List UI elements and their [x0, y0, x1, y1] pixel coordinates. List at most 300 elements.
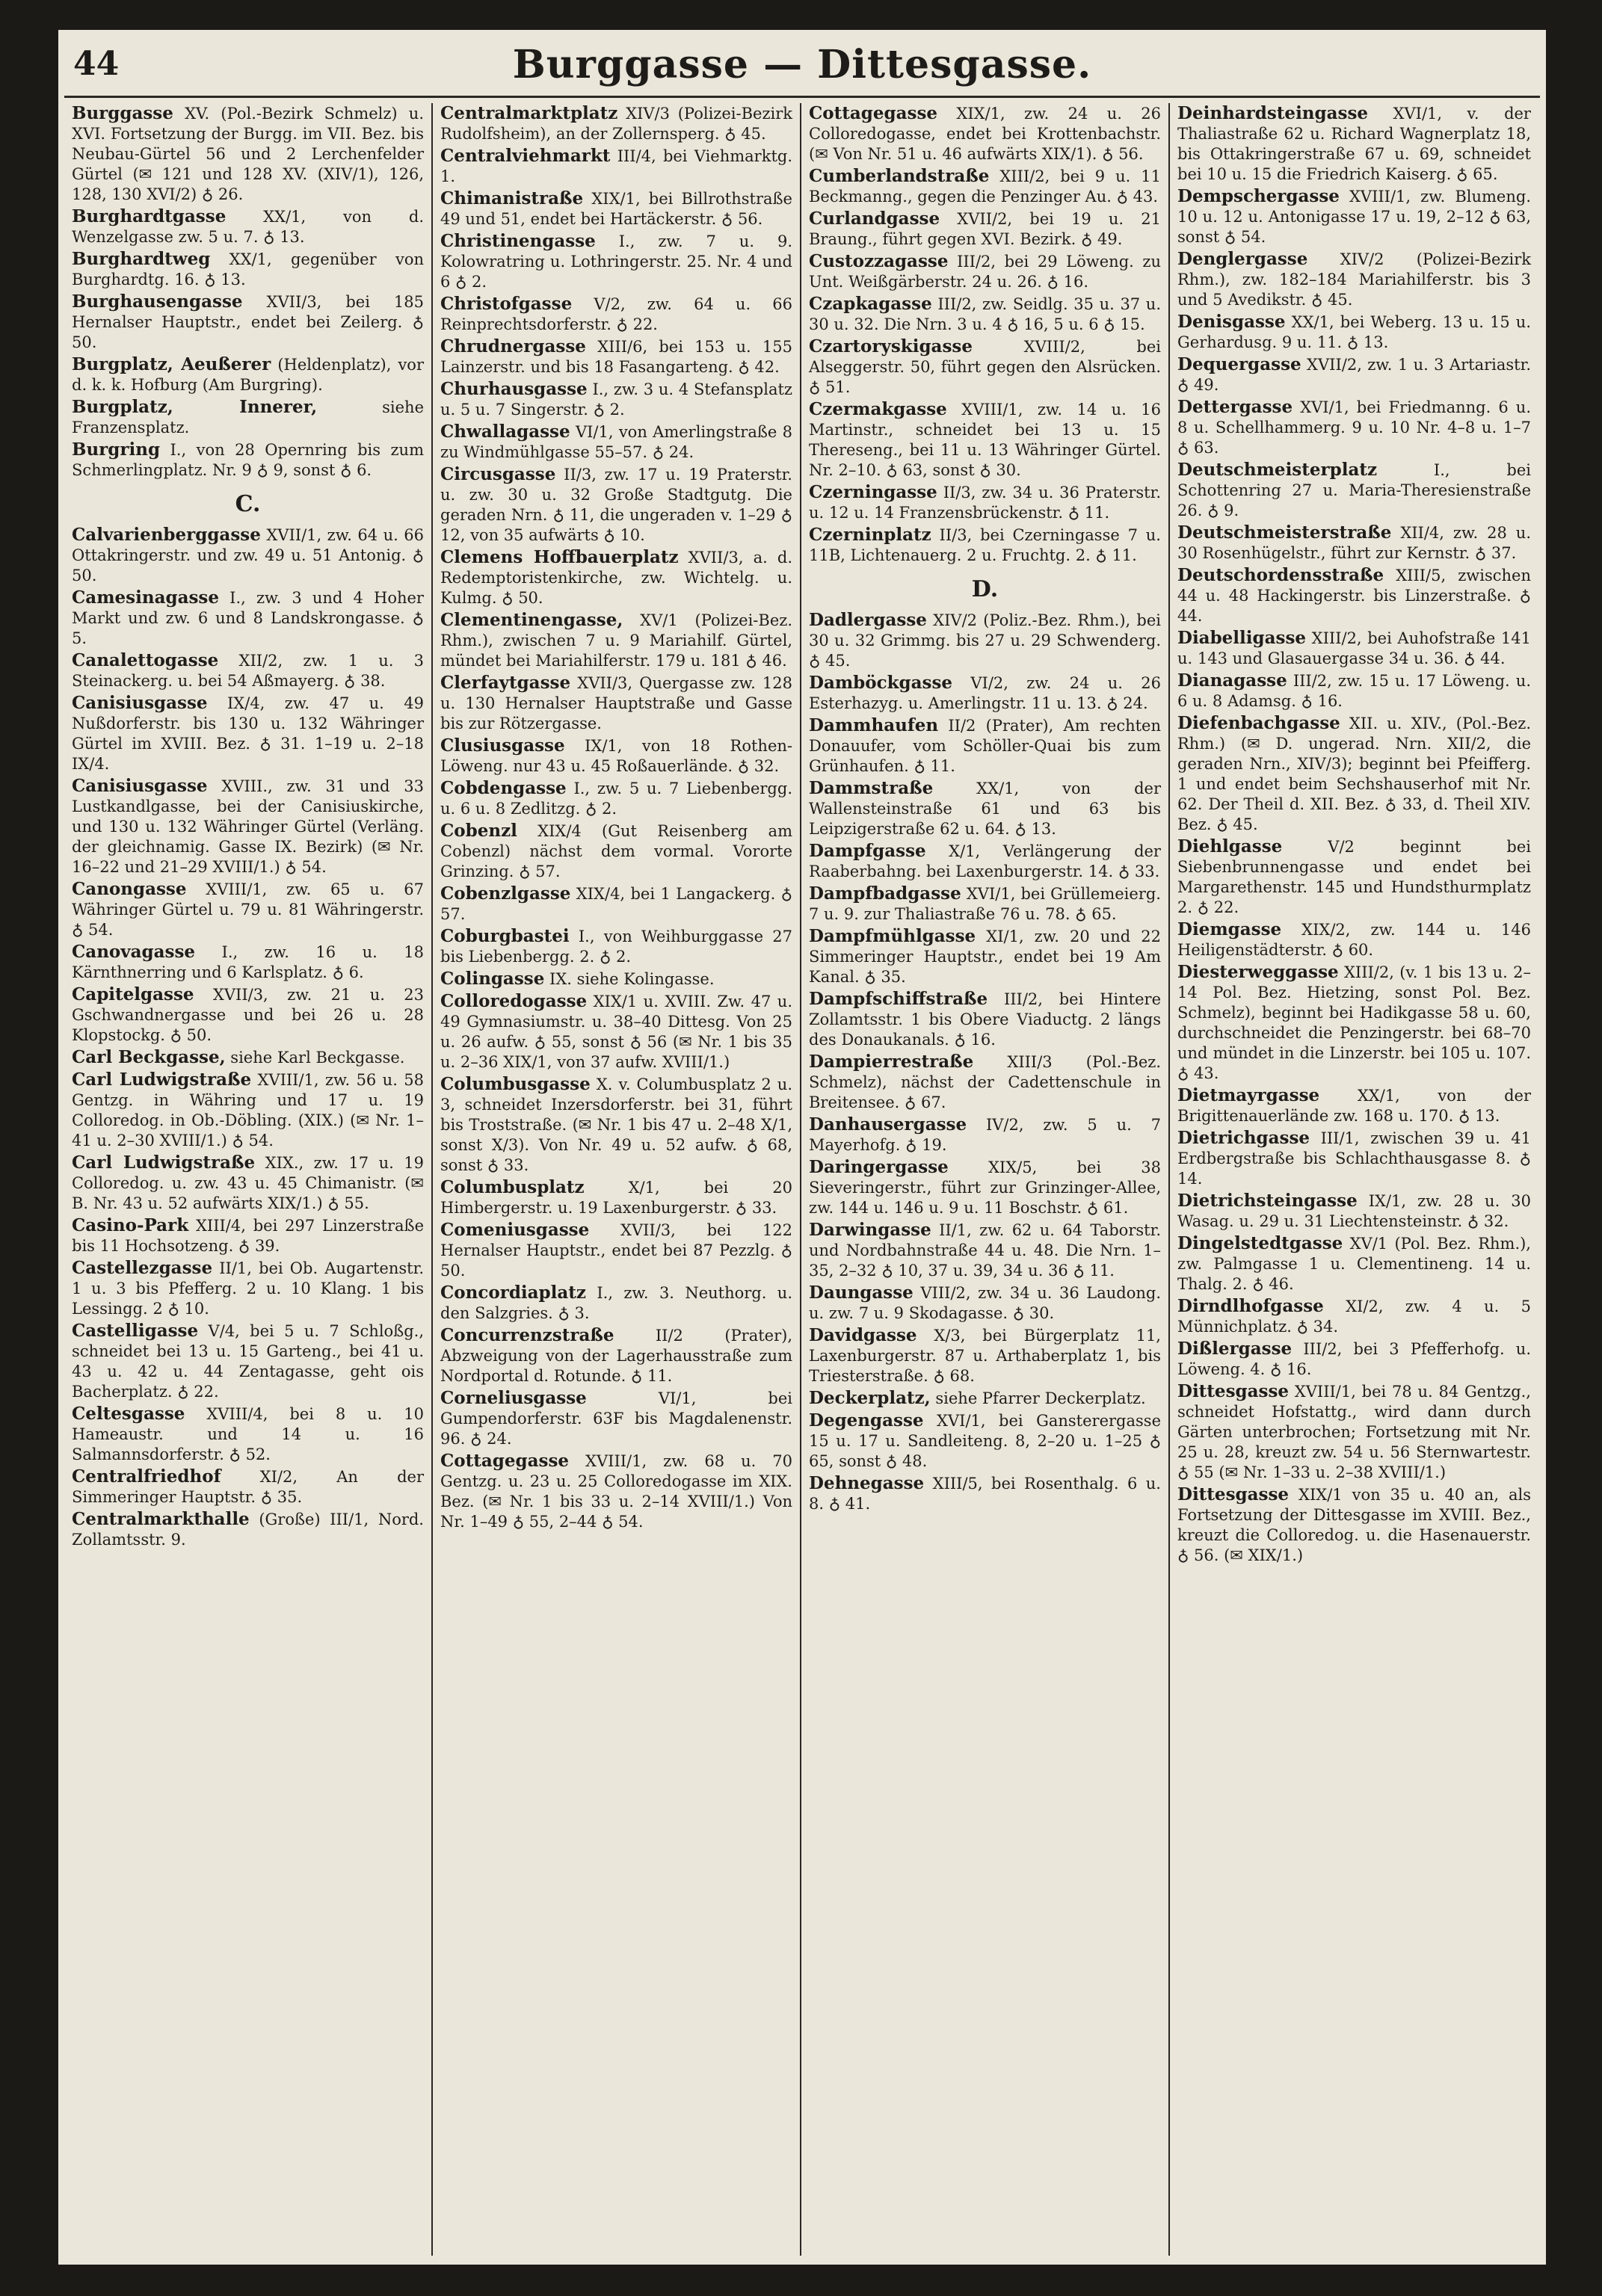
space	[973, 1053, 1007, 1071]
street-name: Capitelgasse	[72, 984, 194, 1004]
street-description: II/3, bei Czerningasse 7 u. 11B, Lichtenauerg. 2 u. Fruchtg. 2. ♁ 11.	[809, 526, 1161, 564]
street-name: Celtesgasse	[72, 1404, 185, 1424]
street-entry	[440, 969, 792, 990]
street-entry	[1177, 628, 1531, 669]
space	[317, 398, 382, 416]
space	[195, 943, 221, 961]
space	[570, 928, 579, 945]
street-name: Diefenbachgasse	[1177, 713, 1340, 733]
street-description: (Große) III/1, Nord. Zollamtsstr. 9.	[72, 1510, 424, 1549]
street-name: Carl Ludwigstraße	[72, 1070, 252, 1090]
street-entry	[1177, 312, 1531, 353]
street-entry	[72, 1258, 424, 1319]
street-description: XIII/3 (Pol.-Bez. Schmelz), nächst der Cadettenschule in Breitensee. ♁ 67.	[809, 1053, 1161, 1111]
street-entry	[72, 587, 424, 649]
street-name: Dammhaufen	[809, 715, 939, 735]
space	[567, 780, 574, 797]
street-entry	[1177, 1085, 1531, 1126]
space	[219, 589, 229, 607]
space	[938, 717, 948, 735]
space	[1301, 356, 1307, 374]
space	[940, 210, 957, 228]
street-entry	[1177, 962, 1531, 1084]
street-name: Burgring	[72, 439, 161, 460]
street-entry	[1177, 1191, 1531, 1232]
street-entry	[72, 1404, 424, 1465]
street-name: Corneliusgasse	[440, 1388, 587, 1408]
street-entry	[72, 1070, 424, 1151]
street-description: XIV/2 (Poliz.-Bez. Rhm.), bei 30 u. 32 Grimmg. bis 27 u. 29 Schwenderg. ♁ 45.	[809, 611, 1161, 670]
street-entry	[809, 251, 1161, 292]
street-name: Denisgasse	[1177, 312, 1286, 332]
street-entry	[1177, 1381, 1531, 1483]
space	[1306, 629, 1312, 647]
street-name: Daringergasse	[809, 1157, 949, 1177]
street-name: Curlandgasse	[809, 209, 940, 229]
street-name: Carl Beckgasse,	[72, 1047, 226, 1067]
street-name: Christofgasse	[440, 294, 573, 314]
street-description: XVII/3, bei 122 Hernalser Hauptstr., endet bei 87 Pezzlg. ♁ 50.	[440, 1221, 792, 1280]
street-description: XI/1, zw. 20 und 22 Simmeringer Hauptstr., endet bei 19 Am Kanal. ♁ 35.	[809, 928, 1161, 986]
street-name: Castellezgasse	[72, 1258, 213, 1278]
street-name: Canongasse	[72, 879, 187, 899]
street-description: V/2 beginnt bei Siebenbrunnengasse und endet bei Margarethenstr. 145 und Hundsthurmplatz 2. ♁ 22.	[1177, 838, 1531, 916]
street-entry	[809, 166, 1161, 207]
street-description: VI/2, zw. 24 u. 26 Esterhazyg. u. Amerlingstr. 11 u. 13. ♁ 24.	[809, 674, 1161, 712]
street-entry	[440, 673, 792, 734]
street-name: Casino-Park	[72, 1215, 189, 1235]
street-description: III/2, bei 3 Pfefferhofg. u. Löweng. 4. ♁ 16.	[1177, 1340, 1531, 1378]
street-description: siehe Karl Beckgasse.	[230, 1049, 405, 1067]
space	[271, 356, 277, 374]
street-entry	[1177, 1296, 1531, 1337]
street-entry	[72, 1047, 424, 1068]
street-description: XVIII/1, zw. 68 u. 70 Gentzg. u. 23 u. 25 Colloredogasse im XIX. Bez. (✉ Nr. 1 bis 33 u. 2–14 XVIII/1.) Von Nr. 1–49 ♁ 55, 2–44 ♁ 54.	[440, 1452, 792, 1531]
street-description: I., zw. 3 und 4 Hoher Markt und zw. 6 und 8 Landskrongasse. ♁ 5.	[72, 589, 424, 647]
street-description: I., zw. 16 u. 18 Kärnthnerring und 6 Karlsplatz. ♁ 6.	[72, 943, 424, 981]
space	[570, 674, 577, 692]
street-name: Dittesgasse	[1177, 1381, 1290, 1401]
street-entry	[1177, 249, 1531, 310]
street-description: IX/4, zw. 47 u. 49 Nußdorferstr. bis 130 u. 132 Währinger Gürtel im XVIII. Bez. ♁ 31. 1–19 u. 2–18 IX/4.	[72, 694, 424, 773]
street-name: Cobenzlgasse	[440, 883, 571, 904]
space	[949, 1158, 988, 1176]
street-entry	[72, 439, 424, 481]
street-name: Centralviehmarkt	[440, 146, 611, 166]
column-2	[433, 103, 801, 2256]
street-entry	[440, 1325, 792, 1386]
header-rule	[64, 96, 1540, 98]
street-entry	[72, 1509, 424, 1550]
street-entry	[809, 1473, 1161, 1514]
street-description: II/2 (Prater), Abzweigung von der Lagerhausstraße zum Nordportal d. Rotunde. ♁ 11.	[440, 1327, 792, 1385]
space	[931, 526, 940, 544]
street-name: Cumberlandstraße	[809, 166, 990, 186]
space	[569, 1452, 585, 1470]
street-description: XVII/3, Quergasse zw. 128 u. 130 Hernalser Hauptstraße und Gasse bis zur Rötzergasse.	[440, 674, 792, 732]
street-description: XX/1, von d. Wenzelgasse zw. 5 u. 7. ♁ 13.	[72, 208, 424, 246]
street-entry	[1177, 1339, 1531, 1380]
street-name: Dietmayrgasse	[1177, 1085, 1320, 1105]
street-name: Dittesgasse	[1177, 1484, 1290, 1505]
space	[589, 1221, 620, 1239]
street-entry	[809, 989, 1161, 1050]
street-entry	[440, 547, 792, 608]
space	[555, 466, 564, 484]
street-name: Centralmarktplatz	[440, 103, 618, 123]
street-description: XV/1 (Polizei-Bez. Rhm.), zwischen 7 u. 9 Mariahilf. Gürtel, mündet bei Mariahilferstr. 179 u. 181 ♁ 46.	[440, 611, 792, 670]
space	[948, 253, 957, 271]
street-description: XVII/3, zw. 21 u. 23 Gschwandnergasse und bei 26 u. 28 Klopstockg. ♁ 50.	[72, 986, 424, 1044]
street-name: Columbusplatz	[440, 1177, 585, 1197]
street-entry	[72, 776, 424, 877]
street-name: Concordiaplatz	[440, 1283, 586, 1303]
street-name: Dempschergasse	[1177, 186, 1340, 206]
street-entry	[1177, 460, 1531, 521]
street-description: III/2, zw. 15 u. 17 Löweng. u. 6 u. 8 Adamsg. ♁ 16.	[1177, 672, 1532, 710]
street-description: (Heldenplatz), vor d. k. k. Hofburg (Am Burgring).	[72, 356, 424, 394]
street-entry	[809, 336, 1161, 398]
space	[1377, 461, 1434, 479]
street-description: III/4, bei Viehmarktg. 1.	[440, 147, 792, 185]
street-description: XVIII/4, bei 8 u. 10 Hameaustr. und 14 u. 16 Salmannsdorferstr. ♁ 52.	[72, 1405, 424, 1463]
street-name: Canisiusgasse	[72, 693, 208, 713]
space	[586, 338, 597, 356]
street-name: Cobenzl	[440, 821, 517, 841]
space	[614, 1327, 655, 1345]
space	[208, 694, 227, 712]
space	[586, 1284, 597, 1302]
street-entry	[1177, 522, 1531, 564]
street-name: Christinengasse	[440, 231, 596, 251]
space	[961, 885, 967, 903]
street-name: Deinhardsteingasse	[1177, 103, 1369, 123]
space	[517, 822, 537, 840]
street-description: XVIII/1, zw. 14 u. 16 Martinstr., schneidet bei 13 u. 15 Thereseng., bei 11 u. 13 Währinger Gürtel. Nr. 2–10. ♁ 63, sonst ♁ 30.	[809, 401, 1161, 479]
street-name: Calvarienberggasse	[72, 525, 261, 545]
street-entry	[809, 610, 1161, 671]
street-description: XI/2, zw. 4 u. 5 Münnichplatz. ♁ 34.	[1177, 1297, 1531, 1336]
street-name: Cobdengasse	[440, 778, 567, 798]
street-name: Deutschmeisterplatz	[1177, 460, 1378, 480]
street-entry	[809, 841, 1161, 882]
space	[1391, 524, 1400, 542]
space	[1339, 963, 1344, 981]
street-entry	[72, 525, 424, 586]
street-name: Castelligasse	[72, 1321, 199, 1341]
street-description: XX/1, bei Weberg. 13 u. 15 u. Gerhardusg. 9 u. 11. ♁ 13.	[1177, 313, 1531, 351]
space	[1289, 1486, 1298, 1504]
space	[914, 1284, 921, 1302]
space	[1281, 921, 1301, 939]
street-name: Dequergasse	[1177, 354, 1301, 374]
street-entry	[440, 294, 792, 335]
street-entry	[440, 1451, 792, 1532]
space	[976, 928, 986, 945]
street-entry	[72, 103, 424, 205]
space	[1307, 250, 1340, 268]
street-description: I., zw. 3 u. 4 Stefansplatz u. 5 u. 7 Singerstr. ♁ 2.	[440, 380, 792, 419]
street-description: XIV/3 (Polizei-Bezirk Rudolfsheim), an der Zollernsperg. ♁ 45.	[440, 105, 792, 143]
street-description: XVIII/1, bei 78 u. 84 Gentzg., schneidet Hofstattg., wird dann durch Gärten unterbrochen; Fortsetzung mit Nr. 25 u. 28, kreuzt zw. 54 u. 56 Sternwartestr. ♁ 55 (✉ Nr. 1–33 u. 2–38 XVIII/1.)	[1177, 1383, 1531, 1481]
street-name: Diesterweggasse	[1177, 962, 1339, 982]
street-description: V/2, zw. 64 u. 66 Reinprechtsdorferstr. ♁ 22.	[440, 295, 792, 333]
street-entry	[440, 231, 792, 292]
street-description: XVII/1, zw. 64 u. 66 Ottakringerstr. und zw. 49 u. 51 Antonig. ♁ 50.	[72, 526, 424, 584]
street-description: XVI/1, v. der Thaliastraße 62 u. Richard Wagnerplatz 18, bis Ottakringerstraße 67 u. 69, schneidet bei 10 u. 15 die Friedrich Kaiserg. ♁ 65.	[1177, 105, 1531, 183]
street-description: II/1, zw. 62 u. 64 Taborstr. und Nordbahnstraße 44 u. 48. Die Nrn. 1–35, 2–32 ♁ 10, 37 u. 39, 34 u. 36 ♁ 11.	[809, 1221, 1161, 1280]
street-description: XVIII/1, zw. 56 u. 58 Gentzg. in Währing und 17 u. 19 Colloredog. in Ob.-Döbling. (XIX.) (✉ Nr. 1–41 u. 2–30 XVIII/1.) ♁ 54.	[72, 1071, 424, 1149]
page-number: 44	[73, 45, 120, 83]
street-name: Deutschordensstraße	[1177, 565, 1384, 585]
street-description: XII/4, zw. 28 u. 30 Rosenhügelstr., führt zur Kernstr. ♁ 37.	[1177, 524, 1531, 562]
street-entry	[440, 883, 792, 925]
street-description: XIX/1 von 35 u. 40 an, als Fortsetzung der Dittesgasse im XVIII. Bez., kreuzt die Colloredog. u. die Hasenauerstr. ♁ 56. (✉ XIX/1.)	[1177, 1486, 1531, 1564]
street-description: XV. (Pol.-Bezirk Schmelz) u. XVI. Fortsetzung der Burgg. im VII. Bez. bis Neubau-Gürtel 56 und 2 Lerchenfelder Gürtel (✉ 121 und 128 XV. (XIV/1), 126, 128, 130 XVI/2) ♁ 26.	[72, 105, 424, 203]
street-description: IX/1, von 18 Rothen-Löweng. nur 43 u. 45 Roßauerlände. ♁ 32.	[440, 737, 792, 775]
space	[623, 611, 640, 629]
street-name: Cottagegasse	[809, 103, 938, 123]
street-name: Cottagegasse	[440, 1451, 570, 1471]
running-title: Burggasse — Dittesgasse.	[512, 42, 1092, 87]
street-name: Dehnegasse	[809, 1473, 925, 1493]
street-description: XVII/3, a. d. Redemptoristenkirche, zw. Wichtelg. u. Kulmg. ♁ 50.	[440, 549, 792, 607]
street-entry	[1177, 713, 1531, 835]
street-description: X/3, bei Bürgerplatz 11, Laxenburgerstr. 87 u. Arthaberplatz 1, bis Triesterstraße. ♁ 68.	[809, 1327, 1161, 1385]
street-entry	[809, 1157, 1161, 1218]
street-description: IX/1, zw. 28 u. 30 Wasag. u. 29 u. 31 Liechtensteinstr. ♁ 32.	[1177, 1192, 1531, 1230]
street-description: XIX/4 (Gut Reisenberg am Cobenzl) nächst dem vormal. Vororte Grinzing. ♁ 57.	[440, 822, 792, 880]
space	[226, 208, 263, 226]
space	[679, 549, 688, 567]
street-description: XIX/2, zw. 144 u. 146 Heiligenstädterstr. ♁ 60.	[1177, 921, 1531, 959]
street-name: Degengasse	[809, 1410, 924, 1431]
street-name: Coburgbastei	[440, 926, 570, 946]
street-description: II/3, zw. 17 u. 19 Praterstr. u. zw. 30 u. 32 Große Stadtgutg. Die geraden Nrn. ♁ 11, die ungeraden v. 1–29 ♁ 12, von 35 aufwärts ♁ 10.	[440, 466, 792, 544]
street-name: Canovagasse	[72, 942, 196, 962]
street-entry	[72, 397, 424, 438]
space	[208, 777, 222, 795]
space	[583, 190, 591, 208]
street-name: Deckerplatz,	[809, 1388, 931, 1408]
street-name: Dettergasse	[1177, 397, 1293, 417]
space	[917, 1327, 934, 1345]
street-description: XIII/2, (v. 1 bis 13 u. 2–14 Pol. Bez. Hietzing, sonst Pol. Bez. Schmelz), beginnt bei Hadikgasse 58 u. 60, durchschneidet die Penzingerstr. bei 68–70 und mündet in die Linzerstr. bei 105 u. 107. ♁ 43.	[1177, 963, 1531, 1082]
street-description: XIII/5, zwischen 44 u. 48 Hackingerstr. bis Linzerstraße. ♁ 44.	[1177, 567, 1531, 625]
street-entry	[809, 1114, 1161, 1155]
street-description: X/1, Verlängerung der Raaberbahng. bei Laxenburgerstr. 14. ♁ 33.	[809, 842, 1161, 880]
street-entry	[1177, 919, 1531, 960]
street-entry	[809, 103, 1161, 164]
street-name: Dirndlhofgasse	[1177, 1296, 1324, 1316]
street-entry	[809, 525, 1161, 566]
street-description: III/2, bei 29 Löweng. zu Unt. Weißgärberstr. 24 u. 26. ♁ 16.	[809, 253, 1161, 291]
space	[198, 1322, 208, 1340]
street-description: XII/2, zw. 1 u. 3 Steinackerg. u. bei 54 Aßmayerg. ♁ 38.	[72, 652, 424, 690]
street-description: I., zw. 3. Neuthorg. u. den Salzgries. ♁ 3.	[440, 1284, 792, 1322]
street-name: Chwallagasse	[440, 422, 570, 442]
street-name: Camesinagasse	[72, 587, 220, 608]
street-name: Burgplatz, Innerer,	[72, 397, 318, 417]
street-name: Czartoryskigasse	[809, 336, 973, 357]
street-entry	[1177, 836, 1531, 918]
street-entry	[440, 926, 792, 967]
space	[1293, 398, 1300, 416]
street-name: Colingasse	[440, 969, 545, 989]
street-entry	[72, 354, 424, 395]
space	[173, 105, 185, 123]
street-description: XIII/2, bei 9 u. 11 Beckmanng., gegen die Penzinger Au. ♁ 43.	[809, 167, 1161, 206]
space	[1289, 1383, 1295, 1401]
street-entry	[1177, 1233, 1531, 1294]
space	[967, 1116, 986, 1134]
street-entry	[809, 399, 1161, 481]
street-entry	[440, 991, 792, 1073]
street-entry	[1177, 354, 1531, 395]
street-description: II/3, zw. 34 u. 36 Praterstr. u. 12 u. 14 Franzensbrückenstr. ♁ 11.	[809, 484, 1161, 522]
street-entry	[72, 206, 424, 247]
space	[585, 1179, 629, 1197]
street-name: Clerfaytgasse	[440, 673, 571, 693]
space	[1324, 1297, 1346, 1315]
street-description: XI/2, An der Simmeringer Hauptstr. ♁ 35.	[72, 1468, 424, 1506]
street-description: II/1, bei Ob. Augartenstr. 1 u. 3 bis Pfefferg. 2 u. 10 Klang. 1 bis Lessingg. 2 ♁ 10.	[72, 1259, 424, 1318]
street-name: Columbusgasse	[440, 1074, 591, 1094]
street-name: Dammstraße	[809, 778, 934, 798]
street-name: Czermakgasse	[809, 399, 947, 419]
space	[185, 1405, 206, 1423]
street-entry	[809, 209, 1161, 250]
street-entry	[809, 1052, 1161, 1113]
space	[565, 737, 585, 755]
street-description: X/1, bei 20 Himbergerstr. u. 19 Laxenburgerstr. ♁ 33.	[440, 1179, 792, 1217]
street-entry	[440, 422, 792, 463]
street-name: Czerningasse	[809, 482, 937, 502]
street-name: Clusiusgasse	[440, 735, 565, 756]
street-entry	[440, 610, 792, 671]
street-name: Dißlergasse	[1177, 1339, 1293, 1359]
street-entry	[440, 1177, 792, 1218]
street-description: XVII/2, bei 19 u. 21 Braung., führt gegen XVI. Bezirk. ♁ 49.	[809, 210, 1161, 248]
section-letter: C.	[235, 491, 261, 517]
street-description: I., von Weihburggasse 27 bis Liebenbergg. 2. ♁ 2.	[440, 928, 792, 966]
street-description: III/1, zwischen 39 u. 41 Erdbergstraße bis Schlachthausgasse 8. ♁ 14.	[1177, 1129, 1531, 1188]
street-description: XIII/2, bei Auhofstraße 141 u. 143 und Glasauergasse 34 u. 36. ♁ 44.	[1177, 629, 1531, 667]
street-entry	[440, 188, 792, 229]
space	[1319, 1087, 1358, 1105]
page-header	[58, 30, 1546, 97]
street-name: Concurrenzstraße	[440, 1325, 614, 1345]
street-name: Comeniusgasse	[440, 1220, 590, 1240]
street-entry	[440, 1074, 792, 1176]
space	[947, 401, 961, 419]
street-description: XIII/5, bei Rosenthalg. 6 u. 8. ♁ 41.	[809, 1475, 1161, 1513]
space	[160, 441, 170, 459]
street-entry	[440, 336, 792, 377]
street-entry	[440, 379, 792, 420]
street-name: Circusgasse	[440, 464, 556, 484]
street-description: XVI/1, bei Grüllemeierg. 7 u. 9. zur Thaliastraße 76 u. 78. ♁ 65.	[809, 885, 1161, 923]
street-name: Daungasse	[809, 1283, 914, 1303]
street-name: Burghardtweg	[72, 249, 211, 269]
street-entry	[440, 1283, 792, 1324]
space	[610, 147, 617, 165]
street-description: XIX/1 u. XVIII. Zw. 47 u. 49 Gymnasiumstr. u. 38–40 Dittesg. Von 25 u. 26 aufw. ♁ 55, sonst ♁ 56 (✉ Nr. 1 bis 35 u. 2–36 XIX/1, von 37 aufw. XVIII/1.)	[440, 993, 792, 1071]
street-entry	[72, 1215, 424, 1256]
street-description: I., bei Schottenring 27 u. Maria-Theresienstraße 26. ♁ 9.	[1177, 461, 1531, 519]
street-name: Darwingasse	[809, 1220, 931, 1240]
space	[926, 842, 949, 860]
street-description: I., zw. 5 u. 7 Liebenbergg. u. 6 u. 8 Zedlitzg. ♁ 2.	[440, 780, 792, 818]
space	[1287, 672, 1293, 690]
street-name: Dingelstedtgasse	[1177, 1233, 1343, 1253]
street-name: Deutschmeisterstraße	[1177, 522, 1392, 543]
street-name: Dianagasse	[1177, 670, 1287, 691]
space	[210, 250, 229, 268]
street-name: Danhausergasse	[809, 1114, 967, 1135]
street-entry	[809, 1325, 1161, 1386]
street-entry	[1177, 103, 1531, 185]
space	[187, 880, 206, 898]
street-entry	[809, 1220, 1161, 1281]
street-name: Dadlergasse	[809, 610, 927, 630]
street-name: Damböckgasse	[809, 673, 953, 693]
street-description: XIII/6, bei 153 u. 155 Lainzerstr. und bis 18 Fasangarteng. ♁ 42.	[440, 338, 792, 376]
street-entry	[72, 984, 424, 1046]
space	[1286, 313, 1292, 331]
space	[1292, 1340, 1303, 1358]
street-name: Dampfschiffstraße	[809, 989, 988, 1009]
street-entry	[440, 778, 792, 819]
street-description: siehe Franzensplatz.	[72, 398, 424, 436]
street-name: Diehlgasse	[1177, 836, 1283, 857]
street-entry	[1177, 1128, 1531, 1189]
street-description: III/2, bei Hintere Zollamtsstr. 1 bis Obere Viaductg. 2 längs des Donaukanals. ♁ 16.	[809, 990, 1161, 1049]
street-name: Dietrichgasse	[1177, 1128, 1310, 1148]
section-letter: D.	[971, 576, 999, 602]
space	[250, 1510, 259, 1528]
street-entry	[809, 1388, 1161, 1409]
street-description: XIII/4, bei 297 Linzerstraße bis 11 Hochsotzeng. ♁ 39.	[72, 1217, 424, 1255]
street-entry	[440, 1388, 792, 1449]
street-name: Clemens Hoffbauerplatz	[440, 547, 679, 567]
street-description: XIX/4, bei 1 Langackerg. ♁ 57.	[440, 885, 792, 923]
street-entry	[809, 715, 1161, 777]
street-entry	[809, 926, 1161, 987]
street-description: IX. siehe Kolingasse.	[549, 970, 715, 988]
street-entry	[809, 1410, 1161, 1472]
space	[570, 885, 576, 903]
street-entry	[440, 464, 792, 546]
street-description: XIV/2 (Polizei-Bezirk Rhm.), zw. 182–184 Mariahilferstr. bis 3 und 5 Avedikstr. ♁ 45.	[1177, 250, 1531, 309]
street-entry	[440, 821, 792, 882]
street-entry	[72, 879, 424, 940]
street-entry	[440, 735, 792, 777]
street-entry	[809, 883, 1161, 925]
street-name: Czerninplatz	[809, 525, 931, 545]
street-name: Diabelligasse	[1177, 628, 1307, 648]
space	[1282, 838, 1328, 856]
columns	[64, 103, 1540, 2256]
street-entry	[72, 693, 424, 774]
space	[572, 295, 594, 313]
street-entry	[72, 249, 424, 290]
space	[989, 167, 999, 185]
street-description: II/2 (Prater), Am rechten Donauufer, vom Schöller-Quai bis zum Grünhaufen. ♁ 11.	[809, 717, 1161, 775]
street-description: VIII/2, zw. 34 u. 36 Laudong. u. zw. 7 u. 9 Skodagasse. ♁ 30.	[809, 1284, 1161, 1322]
street-description: X. v. Columbusplatz 2 u. 3, schneidet Inzersdorferstr. bei 31, führt bis Troststraße. (✉ Nr. 1 bis 47 u. 2–48 X/1, sonst X/3). Von Nr. 49 u. 52 aufw. ♁ 68, sonst ♁ 33.	[440, 1076, 792, 1174]
column-4	[1170, 103, 1538, 2256]
